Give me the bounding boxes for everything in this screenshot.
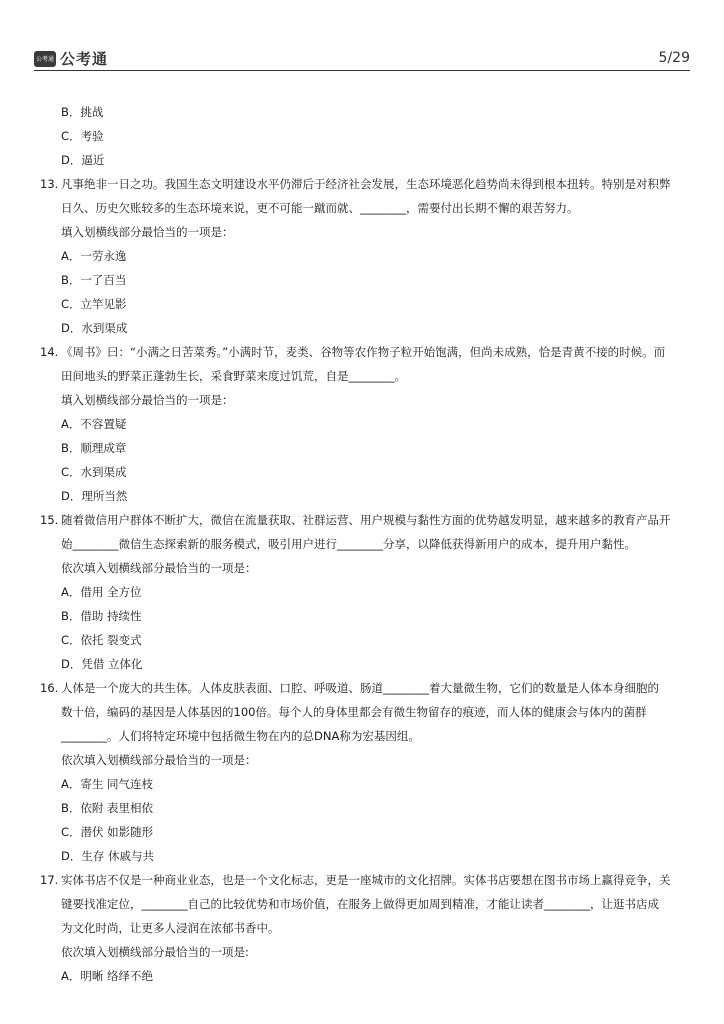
logo-text: 公考通 (60, 50, 109, 68)
question-prompt: 填入划横线部分最恰当的一项是： (61, 393, 234, 407)
page-number: 5/29 (658, 50, 690, 66)
answer-option: A．借用 全方位 (61, 585, 142, 599)
question-text: 数十倍，编码的基因是人体基因的100倍。每个人的身体里都会有微生物留存的痕迹，而人体的健康会与体内的菌群 (61, 705, 647, 719)
answer-option: D．水到渠成 (61, 321, 128, 335)
logo-badge-icon: 公考通 (34, 51, 56, 67)
answer-option: C．依托 裂变式 (61, 633, 142, 647)
answer-option: A．寄生 同气连枝 (61, 777, 154, 791)
question-number: 17. (40, 873, 59, 887)
answer-option: B．借助 持续性 (61, 609, 142, 623)
question-text: 为文化时尚，让更多人浸润在浓郁书香中。 (61, 921, 280, 935)
question-13-line (0, 172, 724, 196)
question-number: 14. (40, 345, 59, 359)
answer-option: B．一了百当 (61, 273, 127, 287)
question-17-line (0, 868, 724, 892)
question-text: 《周书》曰：“小满之日苦菜秀。”小满时节，麦类、谷物等农作物子粒开始饱满，但尚未成熟，恰是青黄不接的时候。而 (61, 345, 666, 359)
question-text: 始________微信生态探索新的服务模式，吸引用户进行________分享，以降低获得新用户的成本，提升用户黏性。 (61, 537, 636, 551)
question-text: 实体书店不仅是一种商业业态，也是一个文化标志，更是一座城市的文化招牌。实体书店要想在图书市场上赢得竞争，关 (61, 873, 671, 887)
answer-option: D．生存 休戚与共 (61, 849, 155, 863)
question-prompt: 填入划横线部分最恰当的一项是： (61, 225, 234, 239)
question-14-line (0, 340, 724, 364)
answer-option: B．顺理成章 (61, 441, 127, 455)
answer-option: A．明晰 络绎不绝 (61, 969, 154, 983)
answer-option: C．水到渠成 (61, 465, 127, 479)
question-prompt: 依次填入划横线部分最恰当的一项是： (61, 753, 257, 767)
prev-option: C．考验 (61, 129, 104, 143)
answer-option: D．凭借 立体化 (61, 657, 143, 671)
answer-option: B．依附 表里相依 (61, 801, 154, 815)
question-prompt: 依次填入划横线部分最恰当的一项是： (61, 561, 257, 575)
question-prompt: 依次填入划横线部分最恰当的一项是: (61, 945, 249, 959)
answer-option: D．理所当然 (61, 489, 128, 503)
question-text: ________。人们将特定环境中包括微生物在内的总DNA称为宏基因组。 (61, 729, 420, 743)
prev-option: B．挑战 (61, 105, 104, 119)
document-body (0, 100, 724, 988)
prev-option: D．逼近 (61, 153, 105, 167)
page-header (34, 44, 690, 71)
question-number: 13. (40, 177, 59, 191)
answer-option: C．立竿见影 (61, 297, 127, 311)
answer-option: A．一劳永逸 (61, 249, 127, 263)
answer-option: C．潜伏 如影随形 (61, 825, 154, 839)
question-text: 人体是一个庞大的共生体。人体皮肤表面、口腔、呼吸道、肠道________着大量微生物，它们的数量是人体本身细胞的 (61, 681, 659, 695)
question-text: 随着微信用户群体不断扩大，微信在流量获取、社群运营、用户规模与黏性方面的优势越发明显，越来越多的教育产品开 (61, 513, 671, 527)
question-15-line (0, 508, 724, 532)
question-number: 16. (40, 681, 59, 695)
question-text: 田间地头的野菜正蓬勃生长，采食野菜来度过饥荒，自是________。 (61, 369, 406, 383)
question-number: 15. (40, 513, 59, 527)
question-text: 凡事绝非一日之功。我国生态文明建设水平仍滞后于经济社会发展，生态环境恶化趋势尚未得到根本扭转。特别是对积弊 (61, 177, 671, 191)
brand-logo (34, 48, 108, 69)
question-16-line (0, 676, 724, 700)
answer-option: A．不容置疑 (61, 417, 127, 431)
question-text: 键要找准定位，________自己的比较优势和市场价值，在服务上做得更加周到精准，才能让读者________，让逛书店成 (61, 897, 659, 911)
question-text: 日久、历史欠账较多的生态环境来说，更不可能一蹴而就、________，需要付出长期不懈的艰苦努力。 (61, 201, 579, 215)
